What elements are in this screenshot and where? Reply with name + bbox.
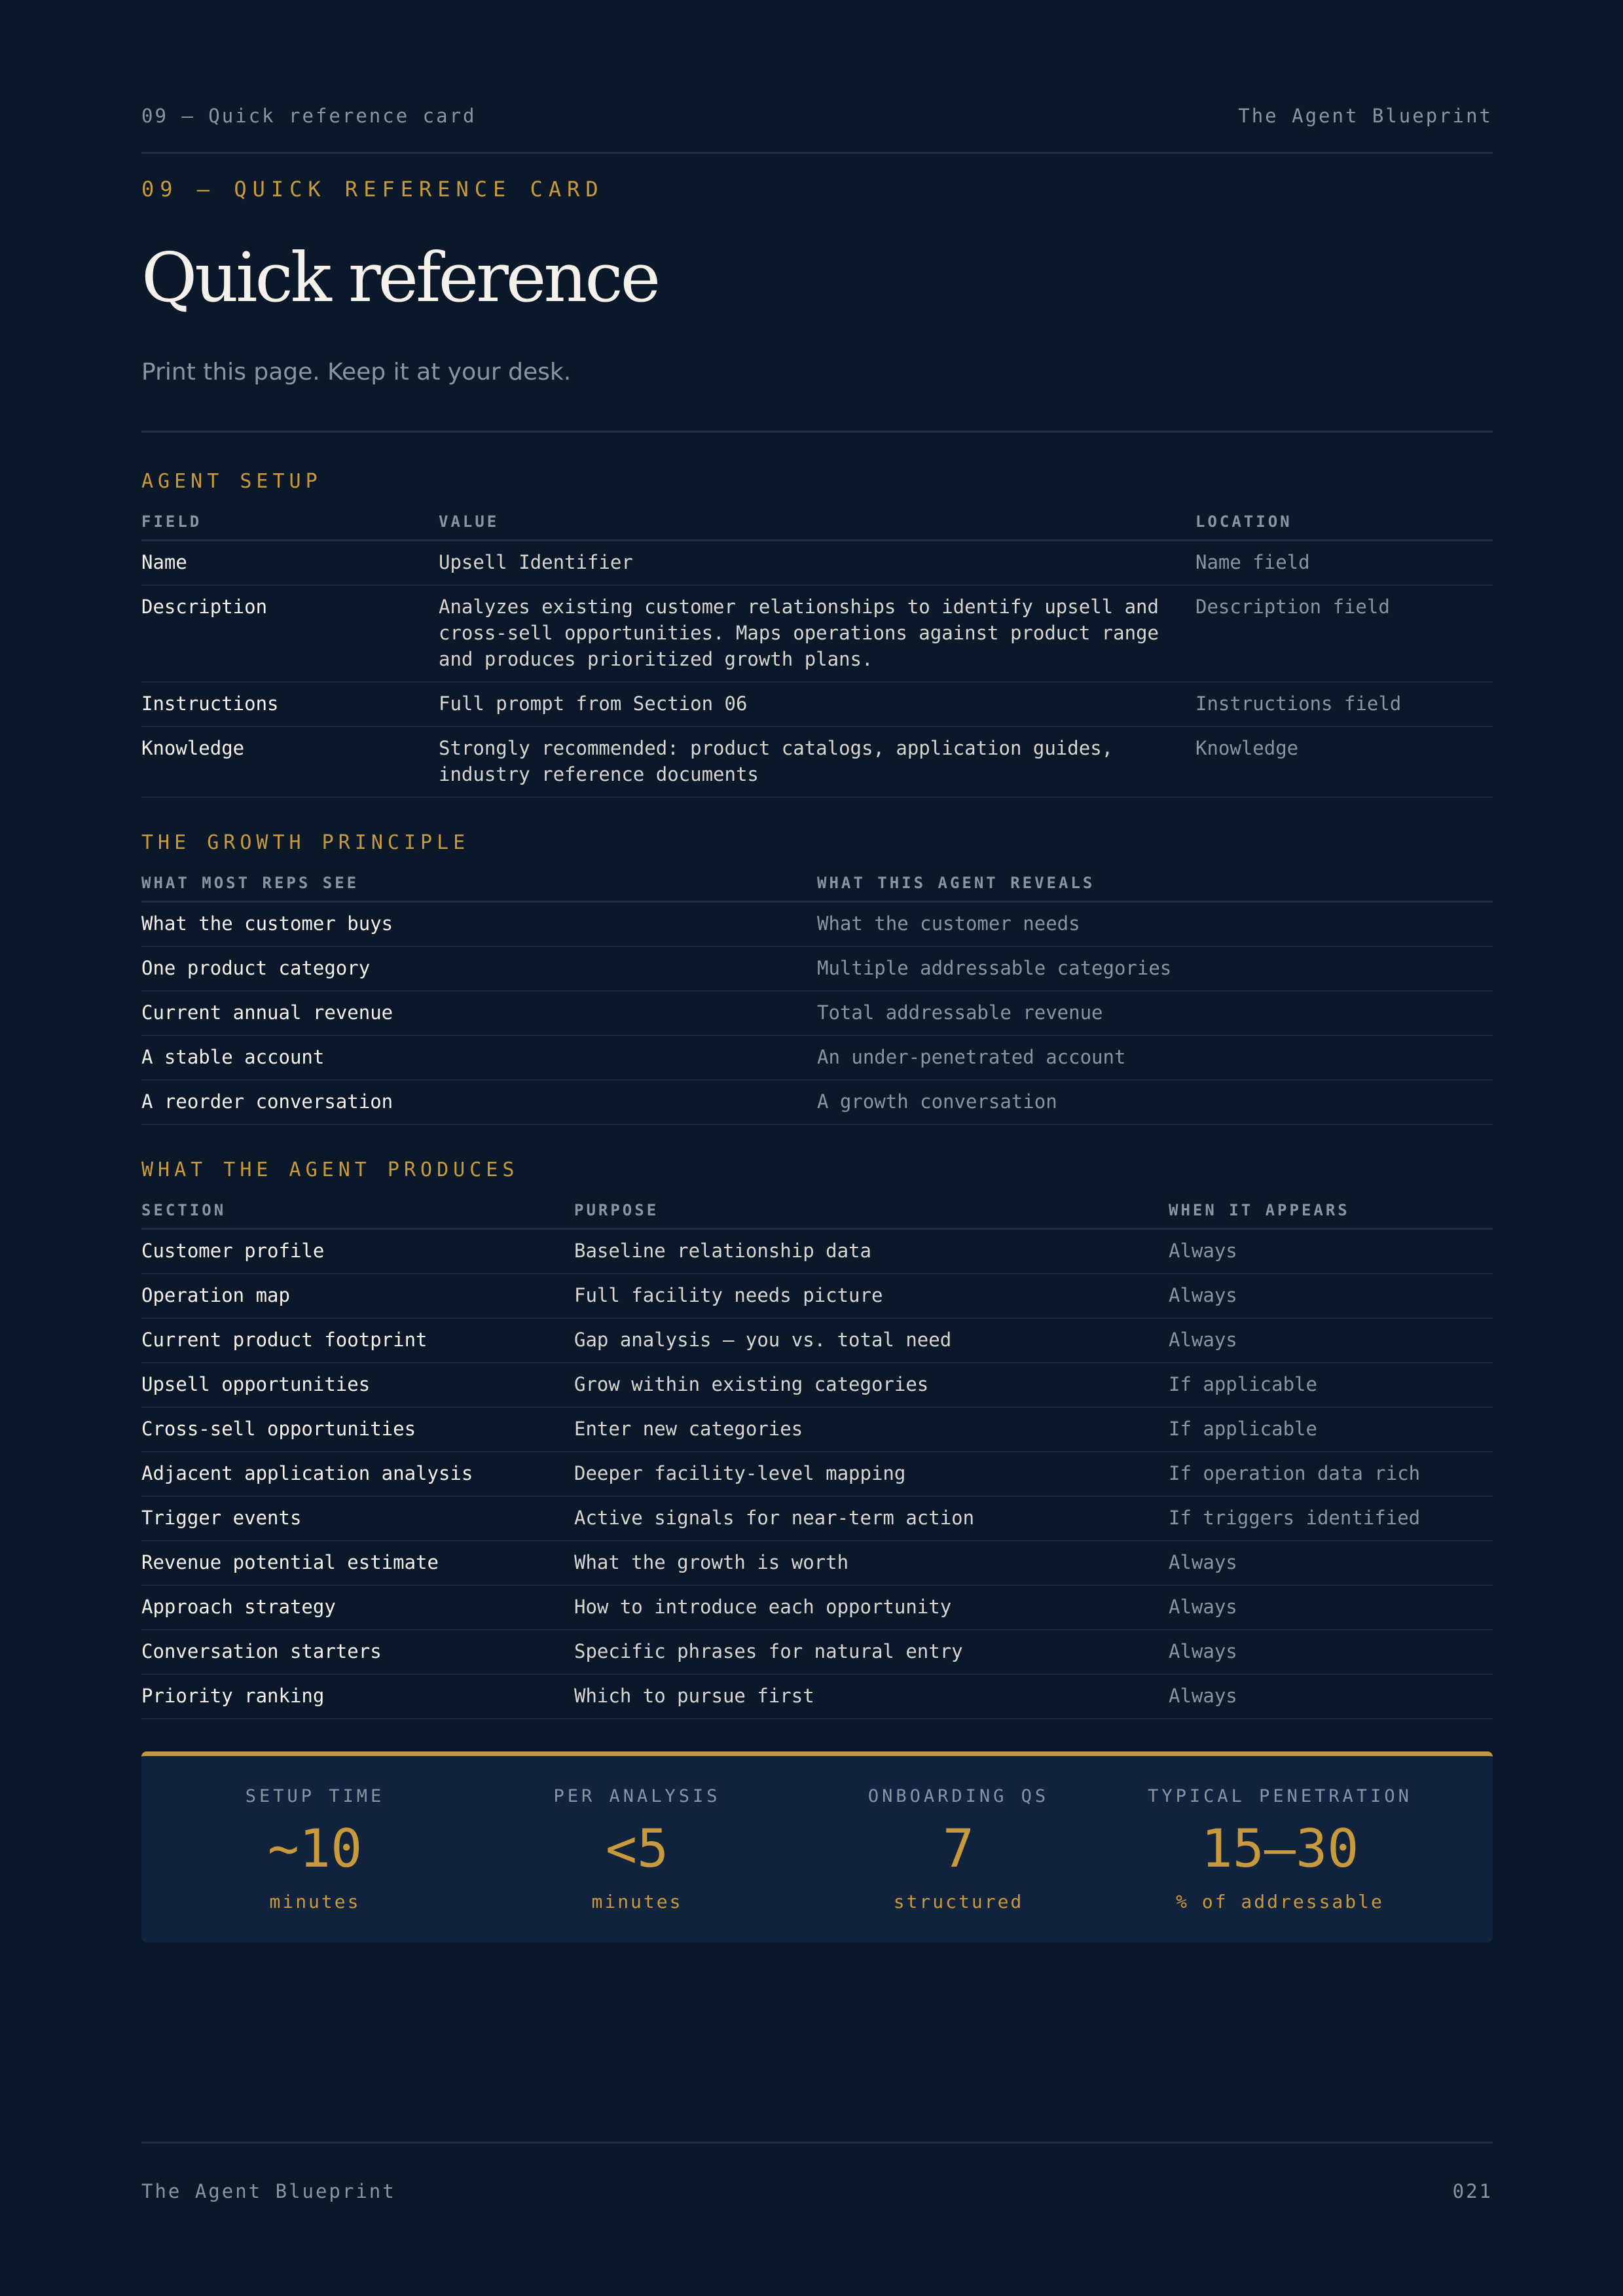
table-row — [141, 1585, 1493, 1630]
column-header: SECTION — [141, 1200, 574, 1229]
section-cell: Conversation starters — [141, 1630, 574, 1674]
header-section-label: 09 — Quick reference card — [141, 105, 477, 127]
column-header: VALUE — [439, 512, 1195, 541]
agent-reveals-cell: What the customer needs — [817, 902, 1493, 947]
section-cell: Upsell opportunities — [141, 1363, 574, 1407]
column-header: WHAT MOST REPS SEE — [141, 873, 817, 902]
agent-reveals-cell: A growth conversation — [817, 1080, 1493, 1124]
purpose-cell: Which to pursue first — [574, 1674, 1169, 1719]
location-cell: Instructions field — [1195, 682, 1493, 726]
table-row — [141, 1407, 1493, 1452]
agent-reveals-cell: Total addressable revenue — [817, 991, 1493, 1035]
stat-unit: structured — [893, 1891, 1024, 1912]
table-row — [141, 946, 1493, 991]
section-cell: Revenue potential estimate — [141, 1541, 574, 1585]
stat-unit: minutes — [269, 1891, 361, 1912]
reps-see-cell: What the customer buys — [141, 902, 817, 947]
location-cell: Description field — [1195, 585, 1493, 682]
stat-value: 15–30 — [1201, 1818, 1359, 1879]
stat-label: PER ANALYSIS — [553, 1786, 721, 1806]
column-header: LOCATION — [1195, 512, 1493, 541]
page-number: 021 — [1452, 2180, 1493, 2202]
column-header: FIELD — [141, 512, 439, 541]
section-cell: Adjacent application analysis — [141, 1452, 574, 1496]
column-header: WHAT THIS AGENT REVEALS — [817, 873, 1493, 902]
stat-value: ~10 — [267, 1818, 363, 1879]
value-cell: Upsell Identifier — [439, 541, 1195, 586]
purpose-cell: How to introduce each opportunity — [574, 1585, 1169, 1630]
stat-label: SETUP TIME — [245, 1786, 385, 1806]
section-kicker: 09 — QUICK REFERENCE CARD — [141, 177, 604, 202]
field-cell: Knowledge — [141, 726, 439, 797]
field-cell: Description — [141, 585, 439, 682]
agent-produces-heading: WHAT THE AGENT PRODUCES — [141, 1158, 519, 1181]
when-cell: Always — [1169, 1229, 1493, 1274]
table-row — [141, 1035, 1493, 1080]
section-cell: Customer profile — [141, 1229, 574, 1274]
purpose-cell: Baseline relationship data — [574, 1229, 1169, 1274]
table-row — [141, 585, 1493, 682]
running-header — [141, 105, 1493, 154]
table-row — [141, 991, 1493, 1035]
table-row — [141, 1229, 1493, 1274]
location-cell: Name field — [1195, 541, 1493, 586]
section-cell: Cross-sell opportunities — [141, 1407, 574, 1452]
value-cell: Analyzes existing customer relationships to identify upsell and cross-sell opportunities. Maps operations against product range and produces prioritized growth plans. — [439, 585, 1195, 682]
agent-setup-table — [141, 512, 1493, 798]
purpose-cell: What the growth is worth — [574, 1541, 1169, 1585]
agent-produces-section — [141, 1157, 1493, 1719]
table-row — [141, 1318, 1493, 1363]
header-book-title: The Agent Blueprint — [1238, 105, 1493, 127]
reps-see-cell: One product category — [141, 946, 817, 991]
agent-reveals-cell: An under-penetrated account — [817, 1035, 1493, 1080]
value-cell: Full prompt from Section 06 — [439, 682, 1195, 726]
agent-setup-section — [141, 469, 1493, 798]
growth-principle-section — [141, 830, 1493, 1125]
purpose-cell: Deeper facility-level mapping — [574, 1452, 1169, 1496]
table-row — [141, 1541, 1493, 1585]
table-header-row — [141, 873, 1493, 902]
section-cell: Current product footprint — [141, 1318, 574, 1363]
when-cell: Always — [1169, 1541, 1493, 1585]
reps-see-cell: A reorder conversation — [141, 1080, 817, 1124]
growth-principle-table — [141, 873, 1493, 1125]
column-header: PURPOSE — [574, 1200, 1169, 1229]
when-cell: Always — [1169, 1630, 1493, 1674]
when-cell: Always — [1169, 1674, 1493, 1719]
column-header: WHEN IT APPEARS — [1169, 1200, 1493, 1229]
section-cell: Approach strategy — [141, 1585, 574, 1630]
divider — [141, 431, 1493, 433]
stat-value: 7 — [942, 1818, 975, 1879]
section-cell: Operation map — [141, 1274, 574, 1318]
purpose-cell: Enter new categories — [574, 1407, 1169, 1452]
stat-label: ONBOARDING QS — [867, 1786, 1049, 1806]
purpose-cell: Specific phrases for natural entry — [574, 1630, 1169, 1674]
agent-reveals-cell: Multiple addressable categories — [817, 946, 1493, 991]
purpose-cell: Full facility needs picture — [574, 1274, 1169, 1318]
table-row — [141, 1674, 1493, 1719]
when-cell: Always — [1169, 1585, 1493, 1630]
reps-see-cell: A stable account — [141, 1035, 817, 1080]
table-row — [141, 1363, 1493, 1407]
when-cell: If applicable — [1169, 1407, 1493, 1452]
field-cell: Instructions — [141, 682, 439, 726]
table-row — [141, 1080, 1493, 1124]
table-row — [141, 1452, 1493, 1496]
stat-unit: % of addressable — [1176, 1891, 1384, 1912]
value-cell: Strongly recommended: product catalogs, application guides, industry reference documents — [439, 726, 1195, 797]
purpose-cell: Active signals for near-term action — [574, 1496, 1169, 1541]
stat-unit: minutes — [591, 1891, 683, 1912]
footer-book-title: The Agent Blueprint — [141, 2180, 396, 2202]
field-cell: Name — [141, 541, 439, 586]
section-cell: Trigger events — [141, 1496, 574, 1541]
table-header-row — [141, 512, 1493, 541]
table-row — [141, 902, 1493, 947]
table-header-row — [141, 1200, 1493, 1229]
table-row — [141, 1496, 1493, 1541]
reps-see-cell: Current annual revenue — [141, 991, 817, 1035]
agent-produces-table — [141, 1200, 1493, 1719]
running-footer — [141, 2142, 1493, 2202]
when-cell: If operation data rich — [1169, 1452, 1493, 1496]
page-subtitle: Print this page. Keep it at your desk. — [141, 359, 572, 386]
stats-panel — [141, 1751, 1493, 1943]
when-cell: Always — [1169, 1318, 1493, 1363]
when-cell: If applicable — [1169, 1363, 1493, 1407]
when-cell: If triggers identified — [1169, 1496, 1493, 1541]
growth-principle-heading: THE GROWTH PRINCIPLE — [141, 831, 470, 854]
stat-value: <5 — [605, 1818, 669, 1879]
page-title: Quick reference — [141, 238, 659, 317]
agent-setup-heading: AGENT SETUP — [141, 470, 322, 493]
table-row — [141, 726, 1493, 797]
purpose-cell: Grow within existing categories — [574, 1363, 1169, 1407]
table-row — [141, 1274, 1493, 1318]
stat-label: TYPICAL PENETRATION — [1148, 1786, 1412, 1806]
when-cell: Always — [1169, 1274, 1493, 1318]
purpose-cell: Gap analysis — you vs. total need — [574, 1318, 1169, 1363]
table-row — [141, 682, 1493, 726]
location-cell: Knowledge — [1195, 726, 1493, 797]
table-row — [141, 541, 1493, 586]
table-row — [141, 1630, 1493, 1674]
section-cell: Priority ranking — [141, 1674, 574, 1719]
